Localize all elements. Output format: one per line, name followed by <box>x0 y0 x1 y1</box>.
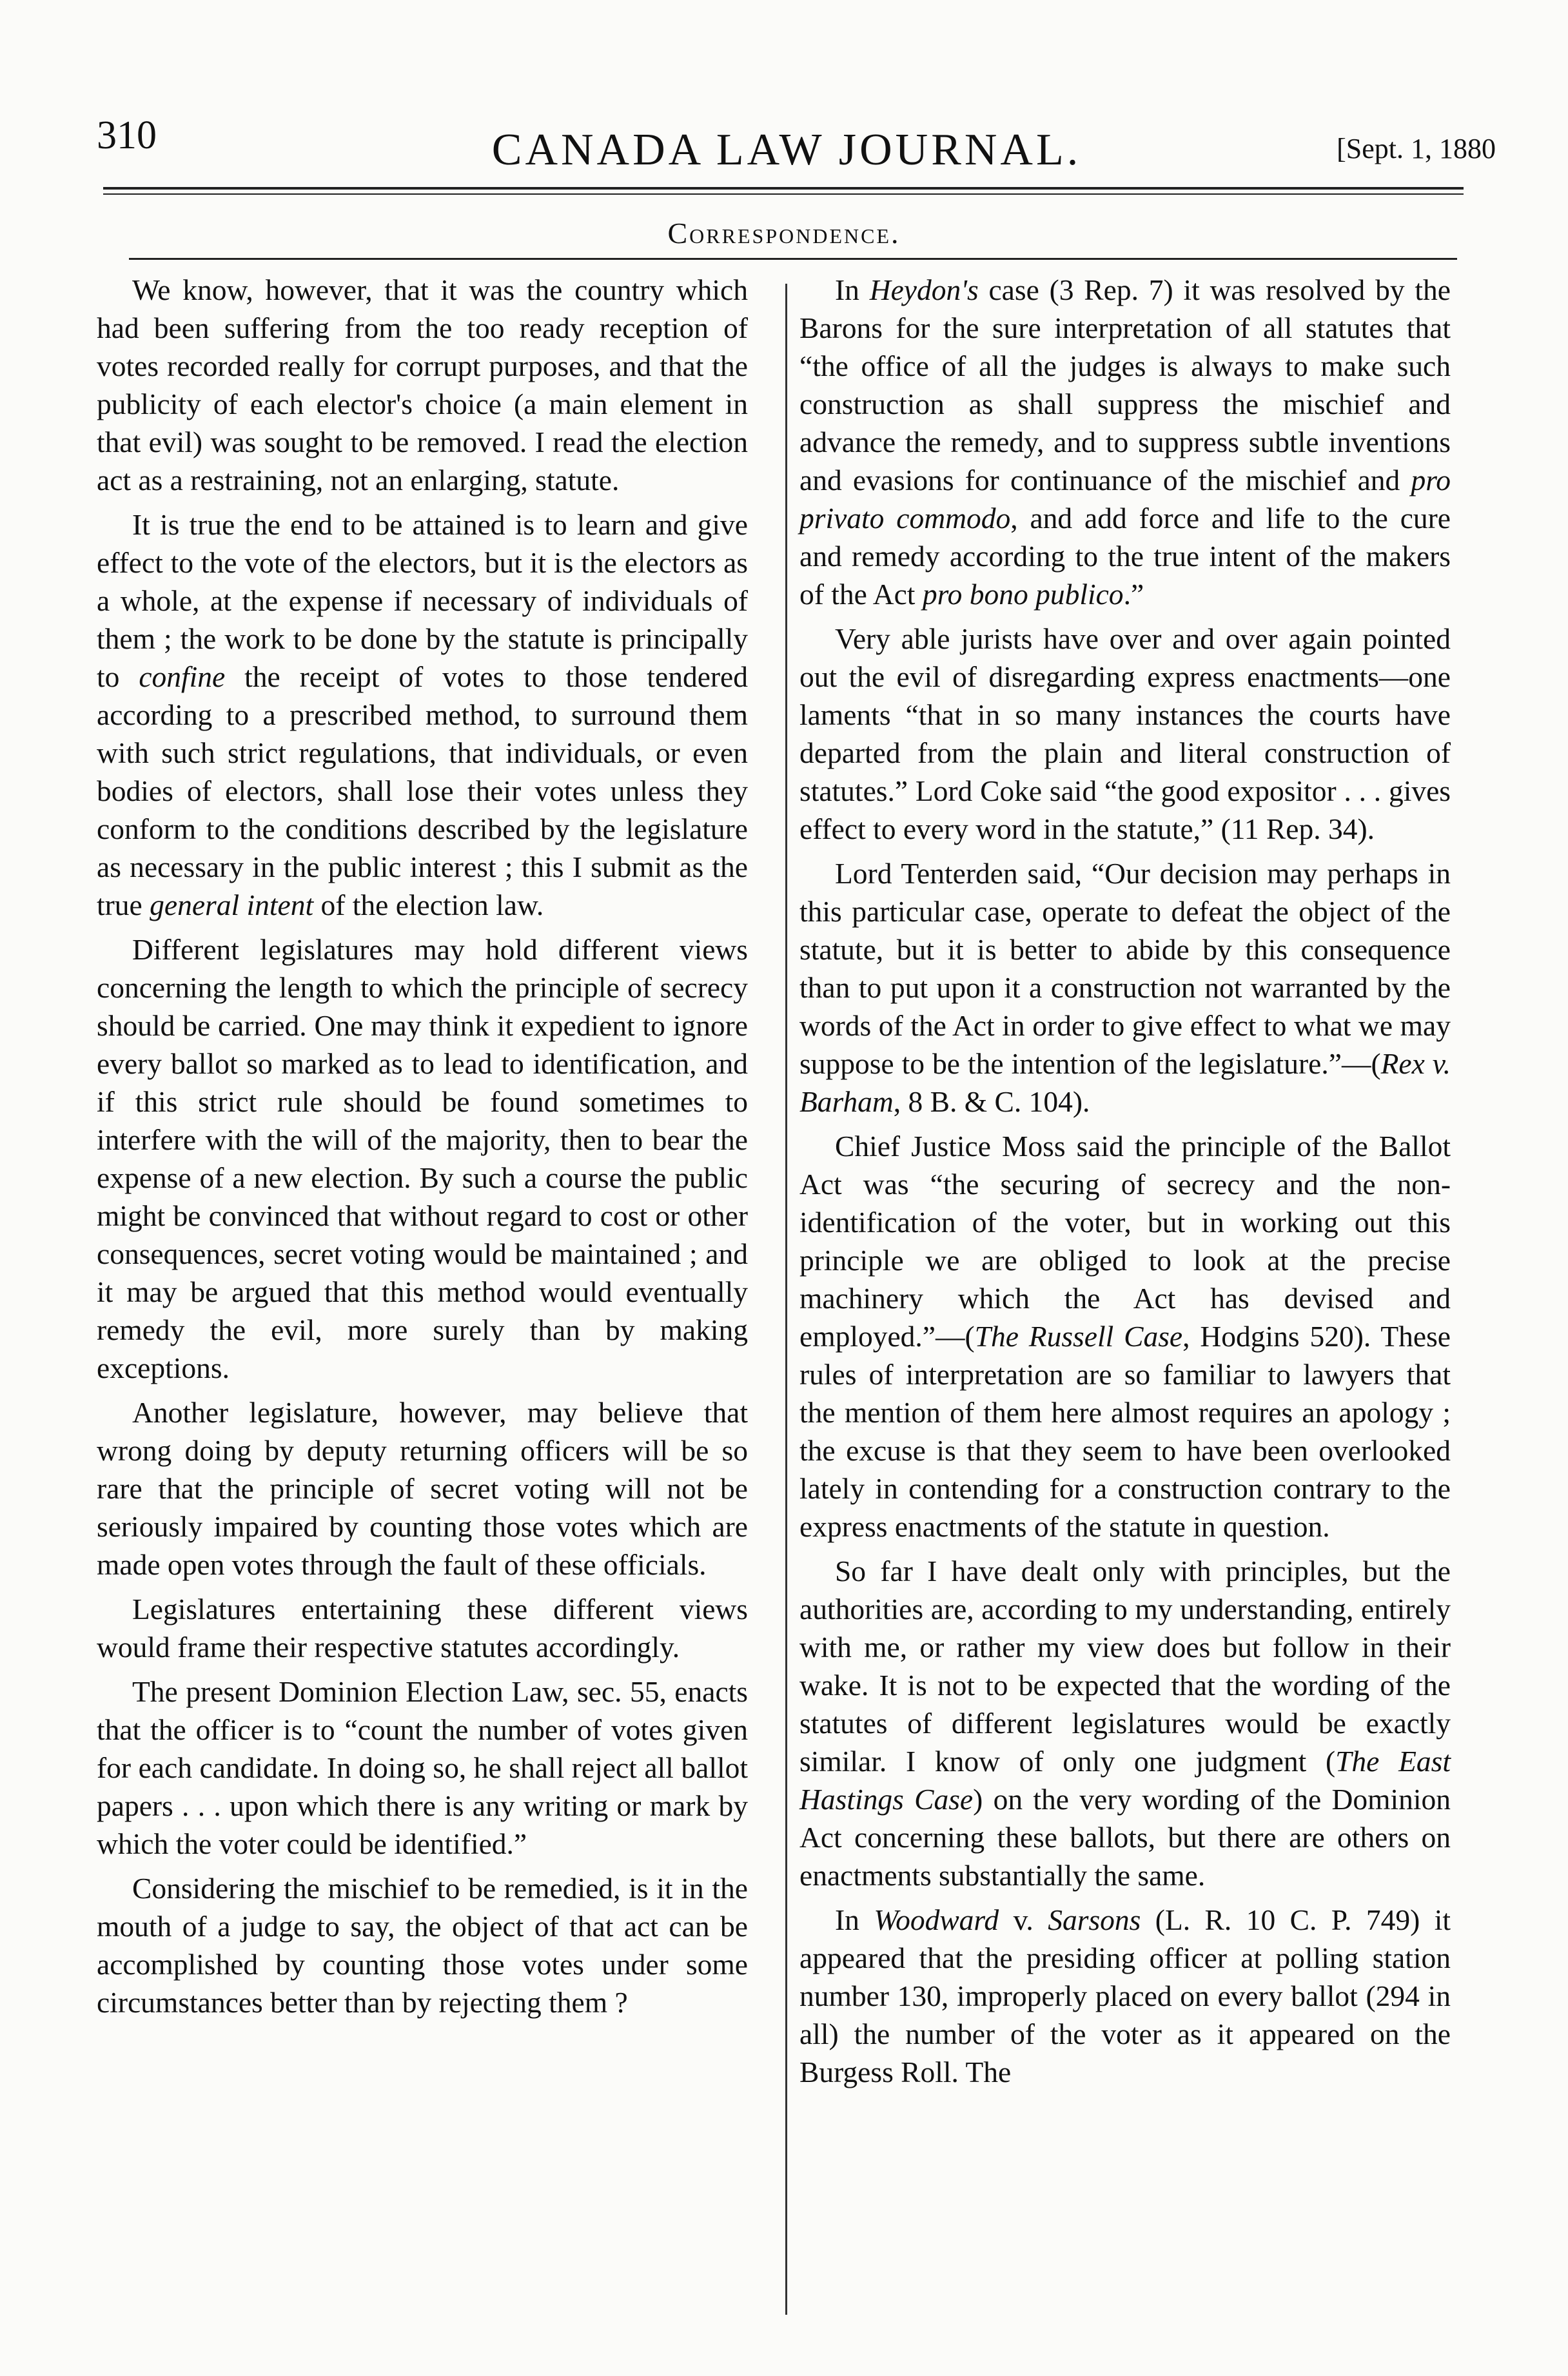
paragraph: In Woodward v. Sarsons (L. R. 10 C. P. 749) it appeared that the presiding officer at polling station number 130, improperly placed on every ballot (294 in all) the number of the voter as it appeared on the Burgess Roll. The <box>799 1903 1451 2088</box>
running-header <box>77 113 1496 190</box>
column-divider <box>785 284 787 2315</box>
paragraph: In Heydon's case (3 Rep. 7) it was resolved by the Barons for the sure interpretation of all statutes that “the office of all the judges is always to make such construction as shall suppress the mischief and advance the remedy, and to suppress subtle inventions and evasions for continuance of the mischief and pro privato commodo, and add force and life to the cure and remedy according to the true intent of the makers of the Act pro bono publico.” <box>799 273 1451 611</box>
issue-date: [Sept. 1, 1880 <box>1337 133 1496 164</box>
case-name: Rex v. Barham <box>799 1047 1451 1118</box>
paragraph: Different legislatures may hold different views concerning the length to which the principle of secrecy should be carried. One may think it expedient to ignore every ballot so marked as to lead to identification, and if this strict rule should be found sometimes to interfere with the will of the majority, then to bear the expense of a new election. By such a course the public might be convinced that without regard to cost or other consequences, secret voting would be maintained ; and it may be argued that this method would eventually remedy the evil, more surely than by making exceptions. <box>97 933 748 1384</box>
emphasis: pro bono publico <box>922 578 1124 611</box>
paragraph: We know, however, that it was the country which had been suffering from the too ready reception of votes recorded really for corrupt purposes, and that the publicity of each elector's choice (a main element in that evil) was sought to be removed. I read the election act as a restraining, not an enlarging, statute. <box>97 273 748 496</box>
case-name: Woodward <box>874 1903 999 1936</box>
case-name: Sarsons <box>1048 1903 1141 1936</box>
paragraph: Considering the mischief to be remedied, is it in the mouth of a judge to say, the object of that act can be accomplished by counting those votes under some circumstances better than by rejecting them ? <box>97 1872 748 2019</box>
paragraph: The present Dominion Election Law, sec. 55, enacts that the officer is to “count the number of votes given for each candidate. In doing so, he shall reject all ballot papers . . . upon which there is any writing or mark by which the voter could be identified.” <box>97 1675 748 1860</box>
left-column <box>97 271 748 2028</box>
header-rule-thin <box>103 193 1464 195</box>
case-name: The East Hastings Case <box>799 1745 1451 1816</box>
emphasis: confine <box>139 660 226 693</box>
emphasis: general intent <box>150 889 314 921</box>
paragraph: Chief Justice Moss said the principle of the Ballot Act was “the securing of secrecy and the non-identification of the voter, but in working out this principle we are obliged to look at the precise machinery which the Act has devised and employed.”—(The Russell Case, Hodgins 520). These rules of interpretation are so familiar to lawyers that the mention of them here almost requires an apology ; the excuse is that they seem to have been overlooked lately in contending for a construction contrary to the express enactments of the statute in question. <box>799 1130 1451 1543</box>
page-number: 310 <box>97 113 157 157</box>
paragraph: Another legislature, however, may believe that wrong doing by deputy returning officers will be so rare that the principle of secret voting will not be seriously impaired by counting those votes which are made open votes through the fault of these officials. <box>97 1396 748 1581</box>
header-rule <box>103 187 1464 190</box>
paragraph: Legislatures entertaining these different views would frame their respective statutes accordingly. <box>97 1593 748 1664</box>
paragraph: So far I have dealt only with principles, but the authorities are, according to my understanding, entirely with me, or rather my view does but follow in their wake. It is not to be expected that the wording of the statutes of different legislatures would be exactly similar. I know of only one judgment (The East Hastings Case) on the very wording of the Dominion Act concerning these ballots, but there are others on enactments substantially the same. <box>799 1555 1451 1892</box>
paragraph: It is true the end to be attained is to learn and give effect to the vote of the electors, but it is the electors as a whole, at the expense if necessary of individuals of them ; the work to be done by the statute is principally to confine the receipt of votes to those tendered according to a prescribed method, to surround them with such strict regulations, that individuals, or even bodies of electors, shall lose their votes unless they conform to the conditions described by the legislature as necessary in the public interest ; this I submit as the true general intent of the election law. <box>97 508 748 921</box>
section-rule <box>129 258 1457 260</box>
paragraph: Lord Tenterden said, “Our decision may perhaps in this particular case, operate to defeat the object of the statute, but it is better to abide by this consequence than to put upon it a construction not warranted by the words of the Act in order to give effect to what we may suppose to be the intention of the legislature.”—(Rex v. Barham, 8 B. & C. 104). <box>799 857 1451 1118</box>
case-name: Heydon's <box>869 273 979 306</box>
case-name: The Russell Case <box>974 1320 1183 1353</box>
right-column <box>799 271 1451 2097</box>
section-title: Correspondence. <box>667 217 901 250</box>
paragraph: Very able jurists have over and over again pointed out the evil of disregarding express enactments—one laments “that in so many instances the courts have departed from the plain and literal construction of statutes.” Lord Coke said “the good expositor . . . gives effect to every word in the statute,” (11 Rep. 34). <box>799 622 1451 845</box>
journal-title: CANADA LAW JOURNAL. <box>491 125 1082 175</box>
emphasis: pro privato commodo <box>799 464 1451 535</box>
